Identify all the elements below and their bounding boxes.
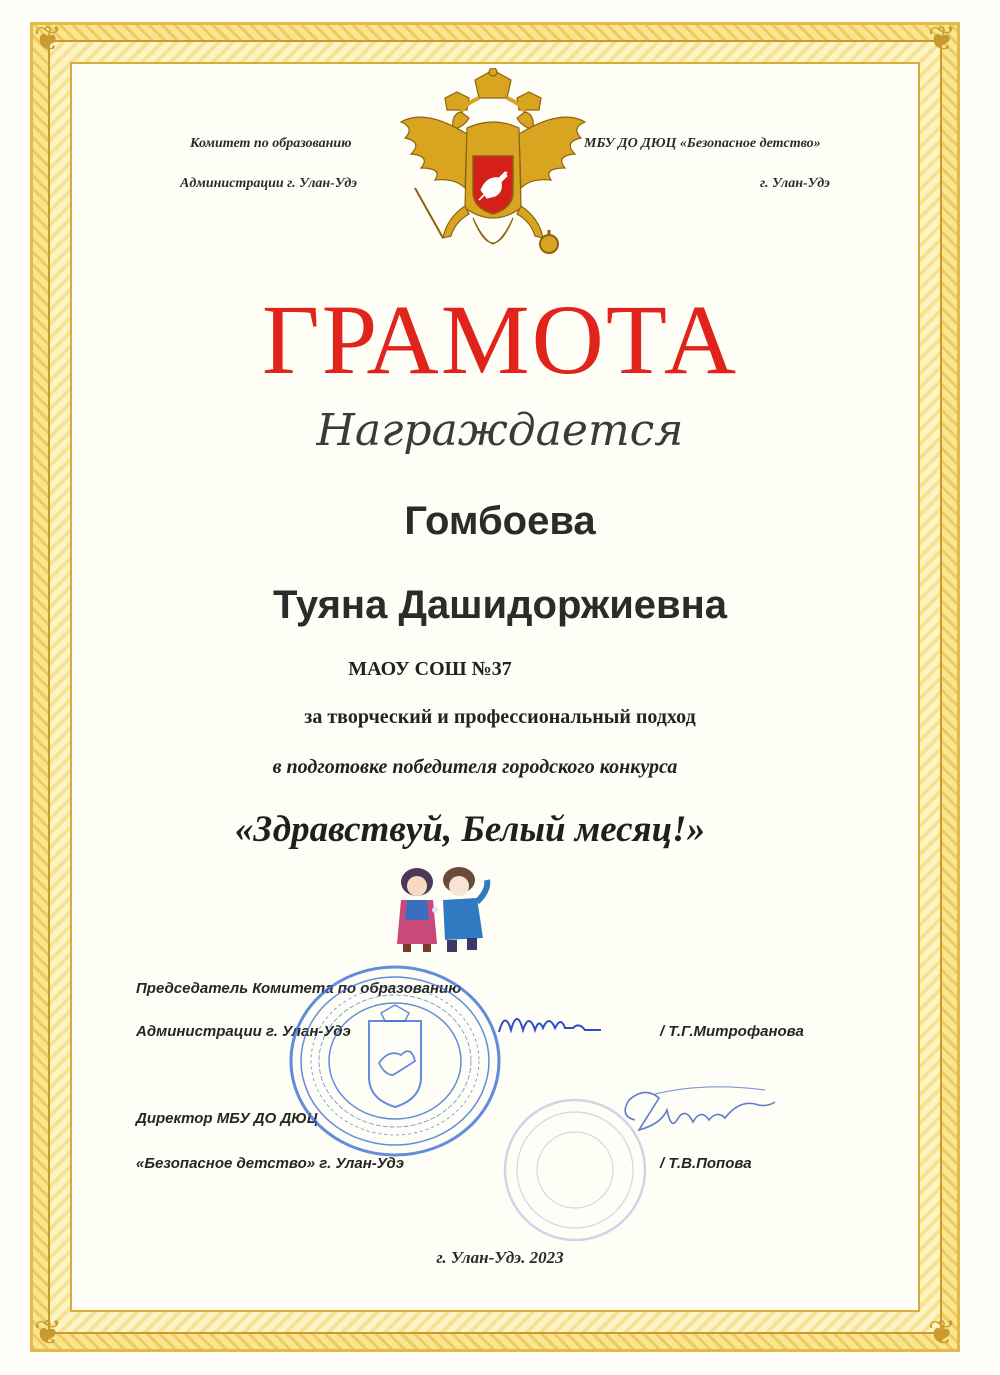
certificate-title: ГРАМОТА bbox=[261, 284, 739, 395]
faint-stamp-icon bbox=[500, 1095, 650, 1245]
reason-line2: в подготовке победителя городского конкурса bbox=[272, 756, 678, 778]
official-stamp-icon bbox=[285, 965, 510, 1165]
corner-ornament-icon: ❦ bbox=[927, 1315, 957, 1352]
signatory2-role-line1: Директор МБУ ДО ДЮЦ bbox=[136, 1110, 318, 1127]
header-left-line2: Администрации г. Улан-Удэ bbox=[180, 176, 357, 191]
reason-line1: за творческий и профессиональный подход bbox=[304, 706, 696, 728]
recipient-surname: Гомбоева bbox=[404, 499, 596, 543]
contest-name: «Здравствуй, Белый месяц!» bbox=[234, 809, 706, 850]
header-right-line2: г. Улан-Удэ bbox=[760, 176, 830, 191]
corner-ornament-icon: ❦ bbox=[33, 21, 63, 58]
signature1-icon bbox=[495, 1000, 605, 1045]
signatory2-role-line2: «Безопасное детство» г. Улан-Удэ bbox=[136, 1155, 405, 1172]
signatory2-name: / Т.В.Попова bbox=[660, 1155, 752, 1172]
header-left-line1: Комитет по образованию bbox=[190, 136, 352, 151]
header-right-line1: МБУ ДО ДЮЦ «Безопасное детство» bbox=[584, 136, 821, 151]
school-name: МАОУ СОШ №37 bbox=[348, 658, 512, 680]
awarded-label: Награждается bbox=[316, 405, 684, 456]
footer-place-year: г. Улан-Удэ. 2023 bbox=[436, 1248, 564, 1267]
coat-of-arms-icon bbox=[395, 68, 591, 274]
children-illustration-icon bbox=[385, 860, 495, 955]
signatory1-role-line1: Председатель Комитета по образованию bbox=[136, 980, 462, 997]
signatory1-role-line2: Администрации г. Улан-Удэ bbox=[136, 1023, 351, 1040]
corner-ornament-icon: ❦ bbox=[33, 1315, 63, 1352]
corner-ornament-icon: ❦ bbox=[927, 21, 957, 58]
recipient-given-names: Туяна Дашидоржиевна bbox=[272, 583, 728, 627]
signatory1-name: / Т.Г.Митрофанова bbox=[660, 1023, 804, 1040]
